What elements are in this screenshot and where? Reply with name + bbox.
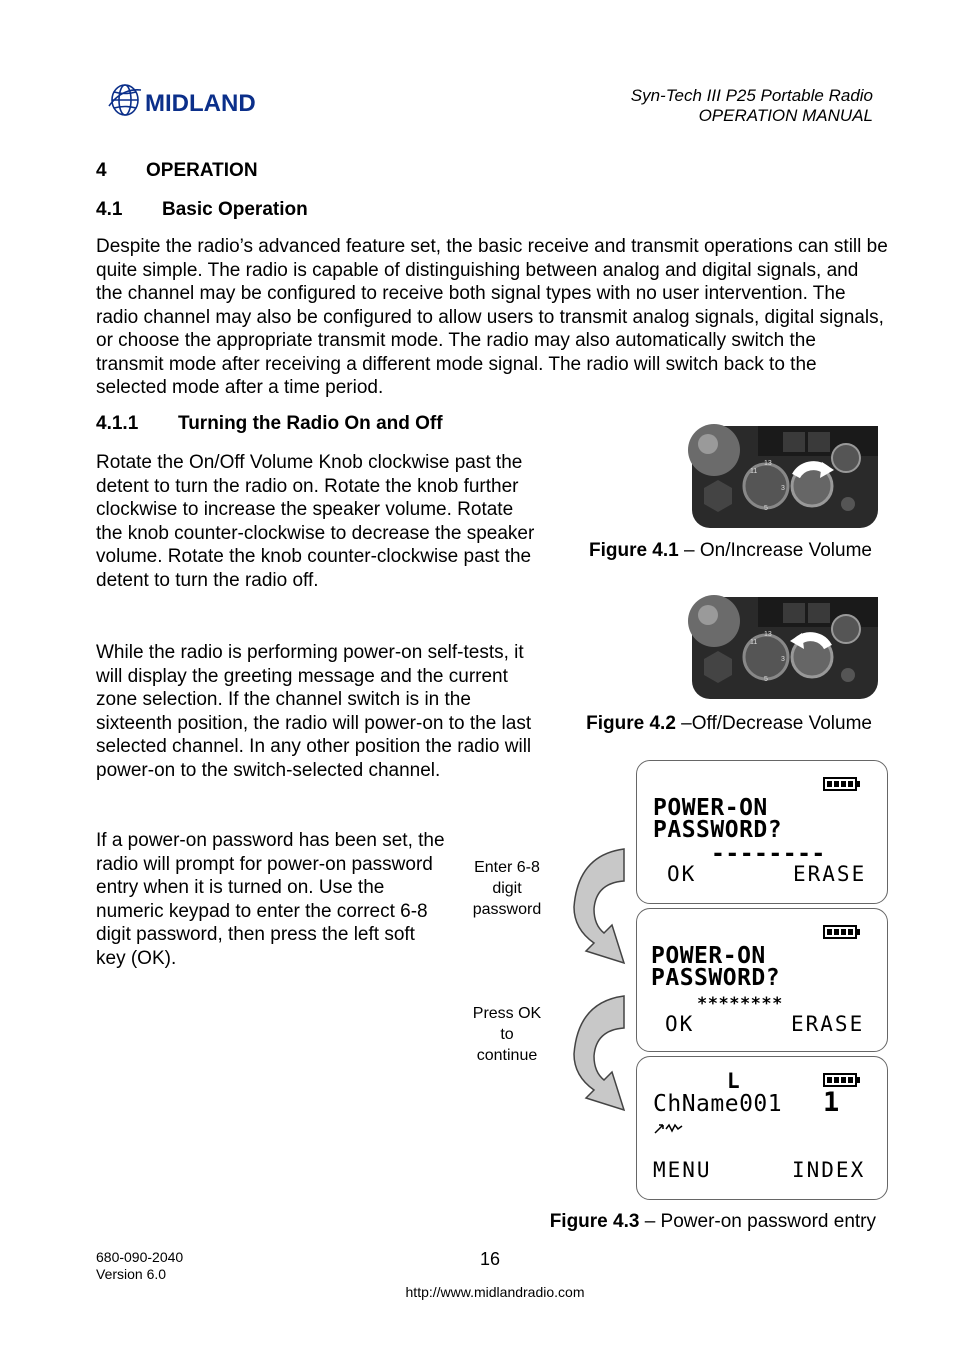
note-line: continue	[476, 1047, 538, 1064]
svg-text:13: 13	[764, 460, 772, 467]
section-number: 4	[96, 160, 107, 181]
radio-top-photo-off	[688, 589, 880, 701]
password-field: ********	[697, 994, 783, 1014]
intro-paragraph: Despite the radio’s advanced feature set, the basic receive and transmit operations can still be quite simple. The radio is capable of distinguishing between analog and digital signals, and the channel may be configured to receive both signal types with no user intervention. The radio channel may also be configured to allow users to transmit analog signals, digital signals, or choose the appropriate transmit mode. The radio may also automatically switch the transmit mode after receiving a different mode signal. The radio will switch back to the selected mode after a time period.	[96, 236, 888, 398]
battery-icon	[823, 1073, 861, 1087]
battery-icon	[823, 777, 861, 791]
subsubsection-number: 4.1.1	[96, 413, 139, 434]
signal-status-icon	[653, 1121, 687, 1135]
note-line: Press OK	[472, 1005, 542, 1022]
note-line: digit	[492, 880, 522, 897]
subsection-heading	[96, 199, 308, 221]
lcd-screen-password-entered	[636, 908, 888, 1052]
document-header	[631, 86, 873, 126]
curved-arrow-icon	[568, 992, 636, 1116]
password-field: --------	[711, 841, 826, 867]
on-off-paragraph: Rotate the On/Off Volume Knob clockwise past the detent to turn the radio on. Rotate the knob further clockwise to increase the speaker volume. Rotate the knob counter-clockwise to decrease the speaker volume. Rotate the knob counter-clockwise past the detent to turn the radio off.	[96, 452, 535, 591]
manual-title: OPERATION MANUAL	[698, 106, 873, 125]
lcd-line-1: POWER-ON	[653, 795, 768, 821]
soft-key-left: MENU	[653, 1158, 712, 1182]
figure-4-3-caption	[550, 1211, 876, 1233]
product-name: Syn-Tech III P25 Portable Radio	[630, 86, 873, 105]
figure-4-1-caption	[589, 540, 872, 562]
password-paragraph: If a power-on password has been set, the radio will prompt for power-on password entry when it is turned on. Use the numeric keypad to enter the correct 6-8 digit password, then press the left soft key (OK).	[96, 830, 445, 969]
note-line: password	[472, 901, 542, 918]
radio-top-photo-on	[688, 418, 880, 530]
channel-number: 1	[823, 1087, 840, 1118]
figure-text: – On/Increase Volume	[678, 540, 872, 561]
footer-doc-info	[96, 1249, 183, 1283]
svg-text:5: 5	[764, 505, 768, 512]
svg-text:11: 11	[750, 468, 758, 475]
self-test-paragraph: While the radio is performing power-on self-tests, it will display the greeting message and the current zone selection. If the channel switch is in the sixteenth position, the radio will power-on to the last selected channel. In any other position the radio will power-on to the switch-selected channel.	[96, 642, 532, 781]
globe-icon	[107, 80, 302, 120]
step-note-enter	[459, 857, 555, 920]
soft-key-left: OK	[665, 1012, 695, 1036]
step-note-press	[459, 1003, 555, 1066]
subsection-title: Basic Operation	[162, 199, 308, 220]
svg-text:13: 13	[764, 631, 772, 638]
figure-label: Figure 4.1	[588, 540, 679, 561]
subsubsection-heading	[96, 413, 443, 435]
lcd-screen-password-entry	[636, 760, 888, 904]
soft-key-right: ERASE	[793, 862, 867, 886]
lcd-line-1: POWER-ON	[651, 943, 766, 969]
note-line: Enter 6-8	[474, 859, 540, 876]
subsubsection-title: Turning the Radio On and Off	[178, 413, 443, 434]
page-number: 16	[480, 1249, 501, 1269]
figure-label: Figure 4.3	[549, 1211, 640, 1232]
note-line: to	[500, 1026, 514, 1043]
curved-arrow-icon	[568, 845, 636, 969]
battery-icon	[823, 925, 861, 939]
zone-indicator: L	[727, 1069, 741, 1093]
figure-label: Figure 4.2	[586, 713, 676, 734]
footer-url: http://www.midlandradio.com	[405, 1284, 585, 1300]
subsection-number: 4.1	[96, 199, 123, 220]
soft-key-right: ERASE	[791, 1012, 865, 1036]
svg-text:3: 3	[781, 656, 785, 663]
lcd-line-2: PASSWORD?	[651, 965, 781, 991]
midland-logo	[107, 80, 302, 120]
channel-name: ChName001	[653, 1091, 783, 1117]
logo-text: MIDLAND	[145, 90, 256, 117]
figure-text: – Power-on password entry	[639, 1211, 876, 1232]
svg-text:11: 11	[750, 639, 758, 646]
section-heading	[96, 160, 258, 182]
section-title: OPERATION	[146, 160, 258, 181]
doc-version: Version 6.0	[96, 1266, 167, 1282]
svg-text:3: 3	[781, 485, 785, 492]
figure-text: –Off/Decrease Volume	[675, 713, 872, 734]
soft-key-left: OK	[667, 862, 697, 886]
soft-key-right: INDEX	[792, 1158, 866, 1182]
doc-number: 680-090-2040	[96, 1249, 184, 1265]
figure-4-2-caption	[586, 713, 872, 735]
lcd-line-2: PASSWORD?	[653, 817, 783, 843]
svg-text:5: 5	[764, 676, 768, 683]
lcd-screen-home	[636, 1056, 888, 1200]
